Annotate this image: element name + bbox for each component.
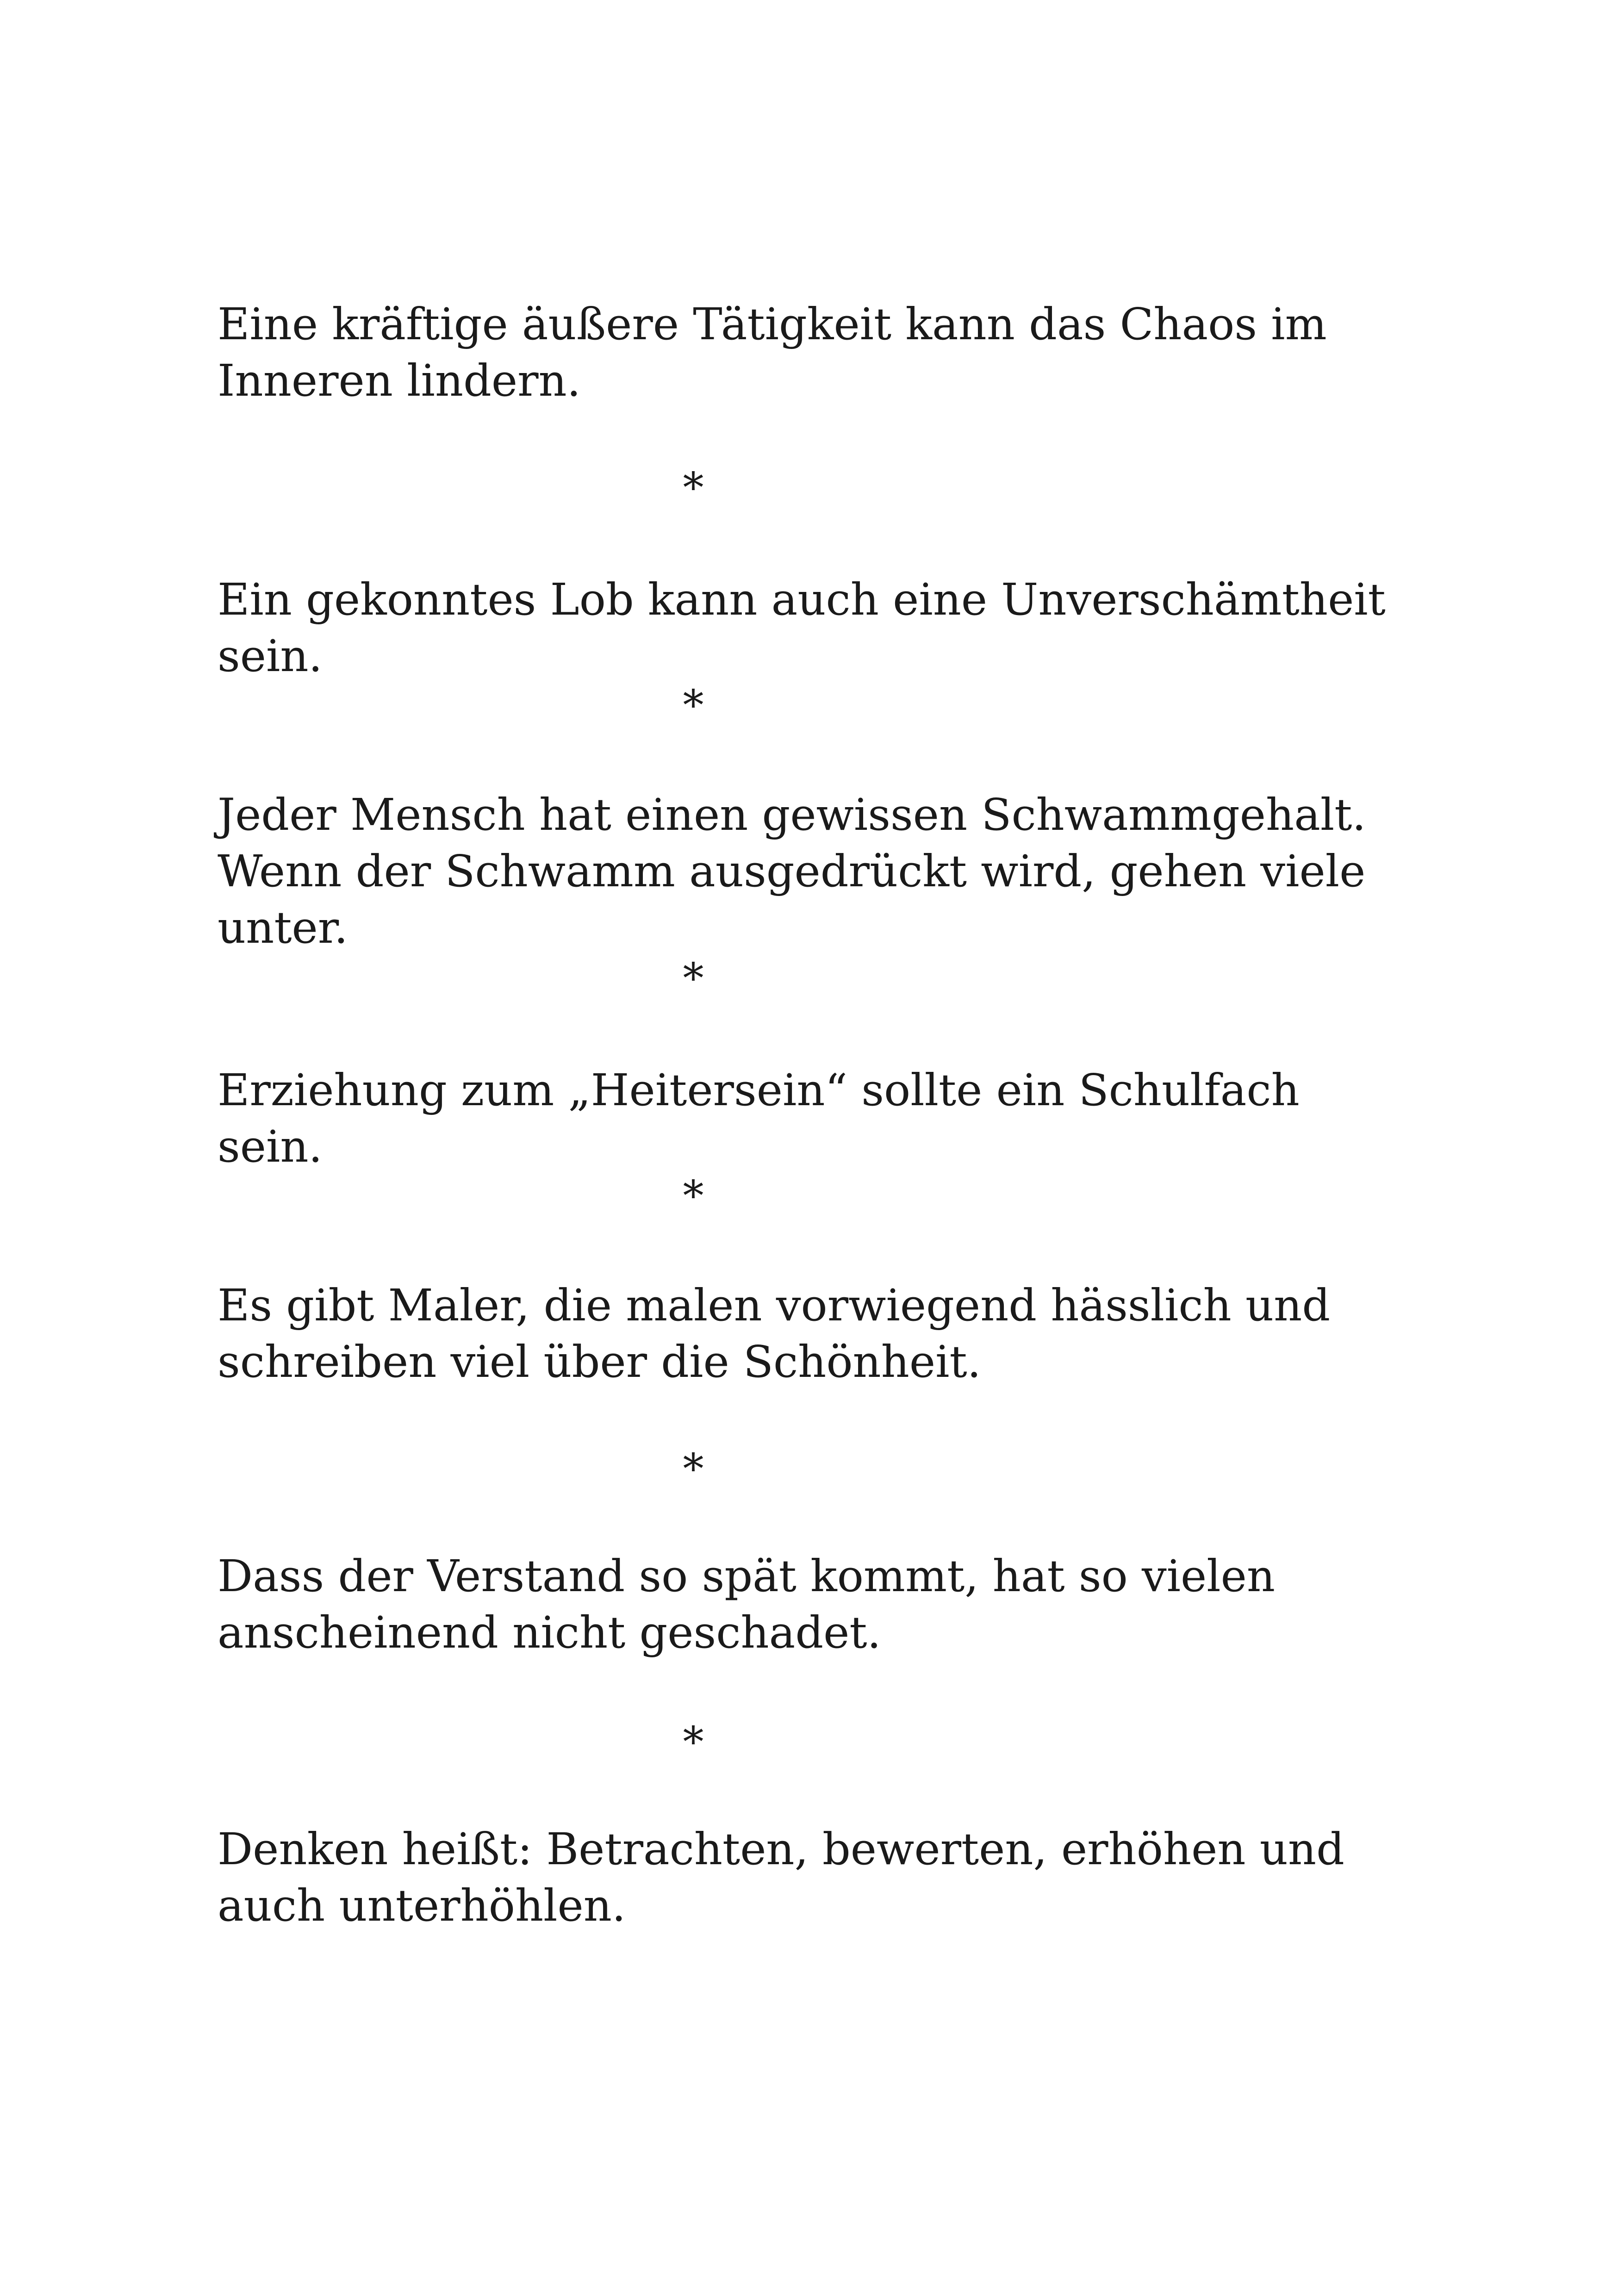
aphorism-6: Dass der Verstand so spät kommt, hat so vielen anscheinend nicht geschadet. <box>218 1551 1276 1658</box>
separator-1: * <box>683 464 704 512</box>
separator-2: * <box>683 681 704 730</box>
separator-6: * <box>683 1718 704 1767</box>
aphorism-3: Jeder Mensch hat einen gewissen Schwammgehalt. Wenn der Schwamm ausgedrückt wird, gehen viele unter. <box>218 790 1366 953</box>
separator-5: * <box>683 1445 704 1493</box>
separator-4: * <box>683 1172 704 1220</box>
separator-3: * <box>683 954 704 1003</box>
aphorism-7: Denken heißt: Betrachten, bewerten, erhöhen und auch unterhöhlen. <box>218 1824 1344 1931</box>
aphorism-5: Es gibt Maler, die malen vorwiegend hässlich und schreiben viel über die Schönheit. <box>218 1280 1331 1388</box>
aphorism-1: Eine kräftige äußere Tätigkeit kann das Chaos im Inneren lindern. <box>218 299 1327 406</box>
aphorism-4: Erziehung zum „Heitersein“ sollte ein Schulfach sein. <box>218 1065 1300 1172</box>
aphorism-2: Ein gekonntes Lob kann auch eine Unverschämtheit sein. <box>218 574 1386 682</box>
